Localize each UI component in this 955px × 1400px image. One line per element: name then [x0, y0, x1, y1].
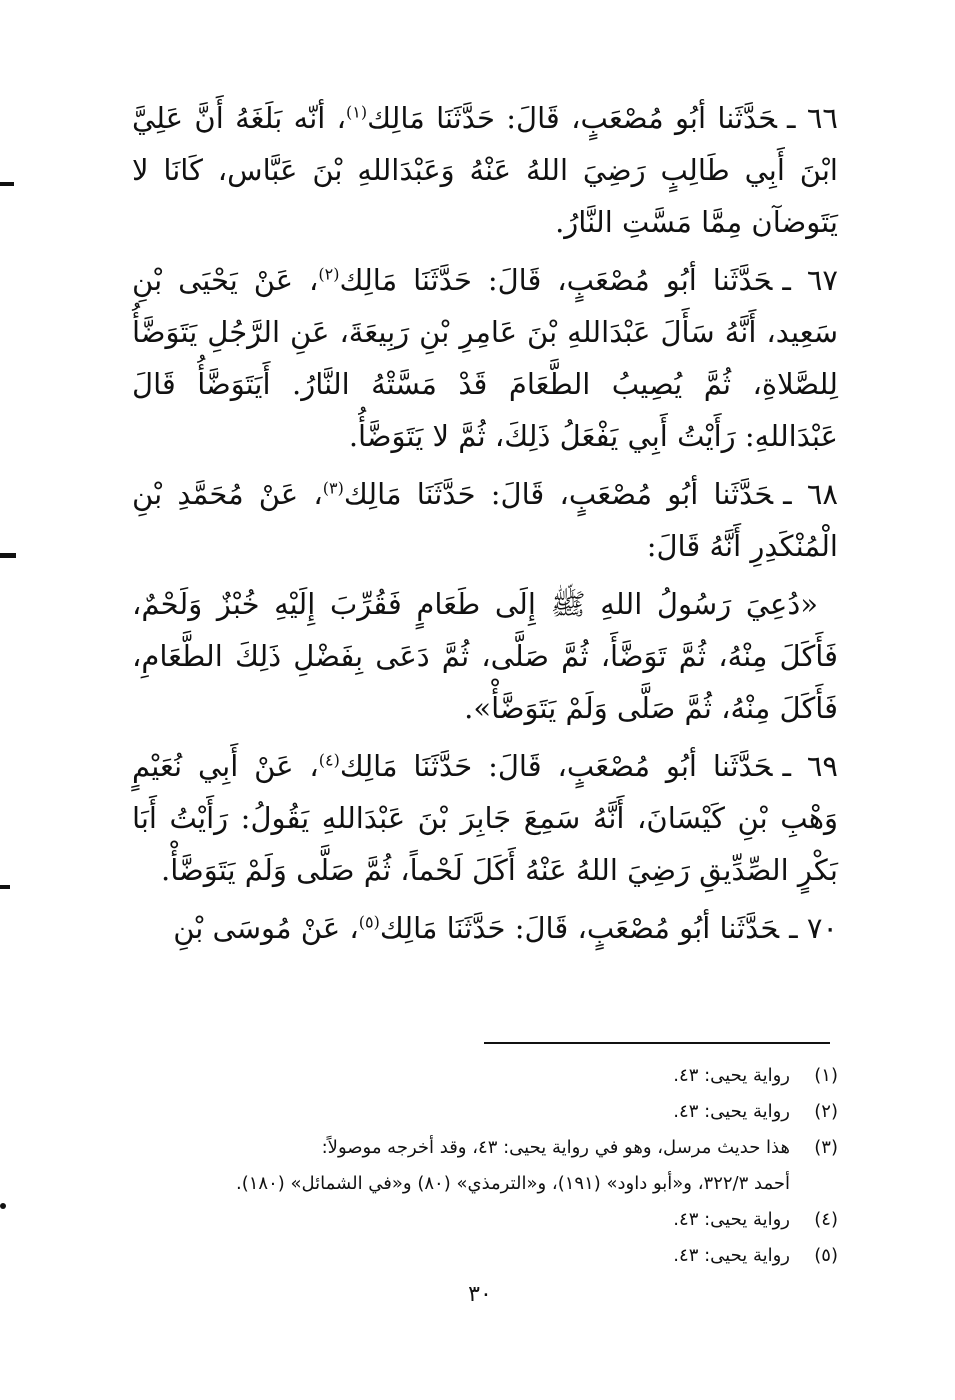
main-text	[132, 92, 838, 960]
hadith-number: ٦٦ ـ	[787, 101, 838, 135]
scan-edge-mark	[0, 885, 10, 889]
hadith-67	[132, 254, 838, 462]
footnote-divider	[484, 1042, 830, 1044]
footnote-number: (٣)	[814, 1137, 838, 1158]
footnote-text: هذا حديث مرسل، وهو في رواية يحيى: ٤٣، وقد أخرجه موصولاً:	[321, 1137, 790, 1158]
footnote-text: رواية يحيى: ٤٣.	[673, 1245, 790, 1266]
footnote-5	[132, 1238, 838, 1274]
footnote-1	[132, 1058, 838, 1094]
hadith-text: ، عَنْ يَحْيَى بْنِ سَعِيد، أَنَّهُ سَأَلَ عَبْدَاللهِ بْنَ عَامِرِ بْنِ رَبِيعَةَ، عَنِ الرَّجُلِ يَتَوَضَّأُ لِلصَّلاةِ، ثُمَّ يُصِيبُ الطَّعَامَ قَدْ مَسَّتْهُ النَّارُ. أَيَتَوَضَّأُ قَالَ عَبْدَاللهِ: رَأَيْتُ أَبِي يَفْعَلُ ذَلِكَ، ثُمَّ لا يَتَوَضَّأُ.	[132, 263, 838, 453]
footnote-3	[132, 1130, 838, 1166]
footnote-4	[132, 1202, 838, 1238]
hadith-text: ، عَنْ أَبِي نُعَيْمٍ وَهْبِ بْنِ كَيْسَانَ، أَنَّهُ سَمِعَ جَابِرَ بْنَ عَبْدَاللهِ يَقُولُ: رَأَيْتُ أَبَا بَكْرٍ الصِّدِّيقِ رَضِيَ اللهُ عَنْهُ أَكَلَ لَحْماً، ثُمَّ صَلَّى وَلَمْ يَتَوَضَّأْ.	[132, 749, 838, 887]
isnad-text: حَدَّثَنا أبُو مُصْعَبٍ، قَالَ: حَدَّثَنَا مَالِك	[339, 263, 773, 297]
hadith-70	[132, 902, 838, 954]
footnote-text: رواية يحيى: ٤٣.	[673, 1101, 790, 1122]
scan-edge-mark	[0, 182, 14, 186]
hadith-66	[132, 92, 838, 248]
hadith-text: ، أنّه بَلَغَهُ أَنَّ عَلِيَّ ابْنَ أَبِي طَالِبٍ رَضِيَ اللهُ عَنْهُ وَعَبْدَاللهِ بْنَ عَبَّاس، كَانَا لا يَتَوضآن مِمَّا مَسَّتِ النَّارُ.	[132, 101, 838, 239]
hadith-number: ٦٧ ـ	[782, 263, 838, 297]
hadith-text: ، عَنْ مُوسَى بْنِ	[173, 911, 359, 945]
scan-edge-mark	[0, 1203, 6, 1209]
footnotes	[132, 1058, 838, 1274]
page-number: ٣٠	[468, 1282, 492, 1307]
isnad-text: حَدَّثَنا أبُو مُصْعَبٍ، قَالَ: حَدَّثَنَا مَالِك	[339, 749, 773, 783]
footnote-number: (١)	[814, 1065, 838, 1086]
footnote-ref[interactable]: (٤)	[318, 750, 340, 770]
hadith-number: ٦٩ ـ	[782, 749, 838, 783]
footnote-2	[132, 1094, 838, 1130]
footnote-text: رواية يحيى: ٤٣.	[673, 1209, 790, 1230]
footnote-number: (٥)	[814, 1245, 838, 1266]
isnad-text: حَدَّثَنا أبُو مُصْعَبٍ، قَالَ: حَدَّثَنَا مَالِك	[379, 911, 780, 945]
footnote-ref[interactable]: (٥)	[358, 912, 380, 932]
footnote-ref[interactable]: (٣)	[322, 478, 344, 498]
hadith-68	[132, 468, 838, 572]
footnote-number: (٢)	[814, 1101, 838, 1122]
footnote-ref[interactable]: (١)	[346, 102, 368, 122]
hadith-68-quote: «دُعِيَ رَسُولُ اللهِ ﷺ إِلَى طَعَامٍ فَقُرِّبَ إِلَيْهِ خُبْزٌ وَلَحْمٌ، فَأَكَلَ مِنْهُ، ثُمَّ تَوَضَّأَ، ثُمَّ صَلَّى، ثُمَّ دَعَى بِفَضْلِ ذَلِكَ الطَّعَامِ، فَأَكَلَ مِنْهُ، ثُمَّ صَلَّى وَلَمْ يَتَوَضَّأْ».	[132, 587, 838, 725]
hadith-69	[132, 740, 838, 896]
footnote-3-continuation: أحمد ٣٢٢/٣، و«أبو داود» (١٩١)، و«الترمذي» (٨٠) و«في الشمائل» (١٨٠).	[235, 1173, 790, 1194]
isnad-text: حَدَّثَنا أبُو مُصْعَبٍ، قَالَ: حَدَّثَنَا مَالِك	[343, 477, 774, 511]
hadith-number: ٧٠ ـ	[789, 911, 838, 945]
scan-edge-mark	[0, 553, 16, 558]
footnote-ref[interactable]: (٢)	[318, 264, 340, 284]
hadith-number: ٦٨ ـ	[783, 477, 838, 511]
footnote-number: (٤)	[814, 1209, 838, 1230]
footnote-text: رواية يحيى: ٤٣.	[673, 1065, 790, 1086]
hadith-text: ، عَنْ مُحَمَّدِ بْنِ الْمُنْكَدِرِ أَنَّهُ قَالَ:	[132, 477, 838, 563]
isnad-text: حَدَّثَنا أبُو مُصْعَبٍ، قَالَ: حَدَّثَنَا مَالِك	[367, 101, 777, 135]
